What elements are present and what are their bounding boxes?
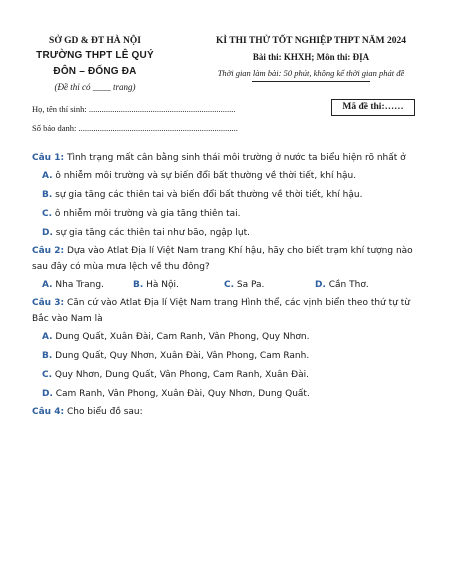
option-text: Nha Trang. — [52, 279, 104, 290]
option-text: Dung Quất, Quy Nhơn, Xuân Đài, Vân Phong, Cam Ranh. — [52, 350, 310, 361]
school-header — [20, 35, 170, 92]
option-label: D. — [315, 279, 326, 290]
option-label: D. — [42, 388, 53, 399]
exam-code-box: Mã đề thi:…… — [331, 99, 415, 116]
option-label: B. — [133, 279, 144, 290]
option-label: B. — [42, 350, 53, 361]
candidate-id-field: Số báo danh: ........................................................................... — [32, 123, 238, 133]
header-underline — [252, 81, 370, 82]
exam-header — [180, 35, 442, 82]
option-text: sự gia tăng các thiên tai như bão, ngập lụt. — [52, 227, 250, 238]
option-text: sự gia tăng các thiên tai và biến đổi bất thường về thời tiết, khí hậu. — [52, 189, 363, 200]
option-label: A. — [42, 279, 53, 290]
option-text: ô nhiễm môi trường và gia tăng thiên tai. — [52, 208, 241, 219]
option-text: Cam Ranh, Vân Phong, Xuân Đài, Quy Nhơn, Dung Quất. — [52, 388, 310, 399]
question-1-option-c — [32, 205, 422, 224]
option-label: C. — [42, 208, 53, 219]
question-1-number: Câu 1: — [32, 153, 65, 163]
question-2-text: Dựa vào Atlat Địa lí Việt Nam trang Khí hậu, hãy cho biết trạm khí tượng nào sau đây có mùa mưa lệch về thu đông? — [32, 245, 413, 272]
exam-subject: Bài thi: KHXH; Môn thi: ĐỊA — [252, 52, 370, 62]
option-label: A. — [42, 331, 53, 342]
question-2-option-a — [42, 276, 133, 295]
option-label: A. — [42, 170, 53, 181]
option-label: B. — [42, 189, 53, 200]
department-name: SỞ GD & ĐT HÀ NỘI — [49, 36, 141, 46]
option-text: Dung Quất, Xuân Đài, Cam Ranh, Vân Phong, Quy Nhơn. — [52, 331, 310, 342]
question-3-option-d — [32, 385, 422, 404]
question-3-option-b — [32, 347, 422, 366]
option-text: Hà Nội. — [143, 279, 179, 290]
question-2-option-d — [315, 276, 406, 295]
option-text: Sa Pa. — [234, 279, 265, 290]
exam-title: KÌ THI THỬ TỐT NGHIỆP THPT NĂM 2024 — [216, 36, 406, 46]
option-label: C. — [42, 369, 53, 380]
question-1-text: Tình trạng mất cân bằng sinh thái môi trường ở nước ta biểu hiện rõ nhất ở — [64, 153, 406, 163]
question-1-option-d — [32, 224, 422, 243]
candidate-name-field: Họ, tên thí sinh: ..................................................................... — [32, 104, 236, 114]
question-2-option-b — [133, 276, 224, 295]
question-4 — [32, 404, 422, 421]
option-label: D. — [42, 227, 53, 238]
question-2 — [32, 243, 422, 276]
exam-duration: Thời gian làm bài: 50 phút, không kể thời gian phát đề — [217, 68, 405, 78]
option-text: Quy Nhơn, Dung Quất, Vân Phong, Cam Ranh, Xuân Đài. — [52, 369, 309, 380]
question-3-number: Câu 3: — [32, 297, 65, 308]
school-name-line2: ĐÔN – ĐỐNG ĐA — [53, 66, 137, 77]
question-3-option-a — [32, 328, 422, 347]
question-4-text: Cho biểu đồ sau: — [64, 406, 143, 417]
question-2-number: Câu 2: — [32, 245, 65, 256]
question-2-options — [32, 276, 422, 295]
page-count-note: (Đề thi có ____ trang) — [54, 82, 136, 92]
question-2-option-c — [224, 276, 315, 295]
question-1-option-a — [32, 167, 422, 186]
questions-section — [32, 150, 422, 420]
question-3-option-c — [32, 366, 422, 385]
question-1 — [32, 150, 422, 167]
option-label: C. — [224, 279, 235, 290]
question-4-number: Câu 4: — [32, 406, 65, 417]
option-text: Cần Thơ. — [325, 279, 369, 290]
question-3-text: Căn cứ vào Atlat Địa lí Việt Nam trang Hình thể, các vịnh biển theo thứ tự từ Bắc vào Nam là — [32, 297, 410, 324]
option-text: ô nhiễm môi trường và sự biến đổi bất thường về thời tiết, khí hậu. — [52, 170, 357, 181]
question-1-option-b — [32, 186, 422, 205]
question-3 — [32, 295, 422, 328]
school-name-line1: TRƯỜNG THPT LÊ QUÝ — [36, 50, 154, 61]
